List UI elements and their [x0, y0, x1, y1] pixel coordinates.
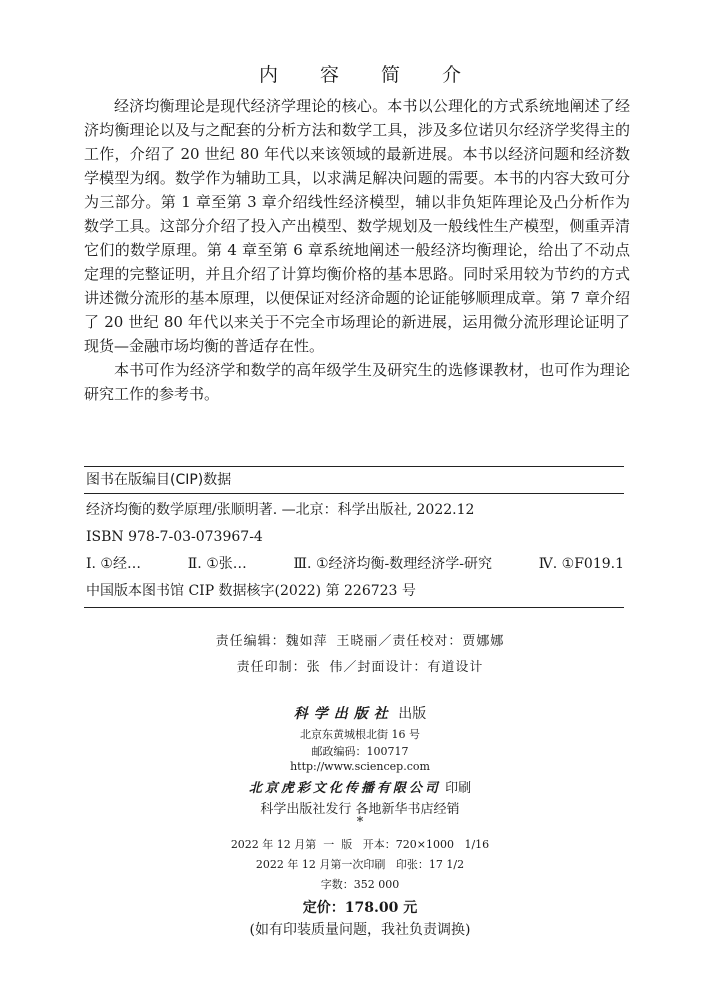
- cip-heading: 图书在版编目(CIP)数据: [86, 472, 232, 488]
- edition-info: 2022 年 12 月第 一 版 开本：720×1000 1/16: [230, 838, 490, 851]
- printer-line: [0, 777, 720, 796]
- separator-star: *: [356, 815, 364, 830]
- distribution: 科学出版社发行 各地新华书店经销: [260, 802, 460, 817]
- publisher-address: 北京东黄城根北街 16 号: [300, 728, 420, 741]
- cip-isbn: ISBN 978-7-03-073967-4: [86, 529, 263, 545]
- abstract-paragraph: 本书可作为经济学和数学的高年级学生及研究生的选修课教材，也可作为理论研究工作的参考书。: [84, 361, 630, 403]
- notice: (如有印装质量问题，我社负责调换): [249, 922, 471, 938]
- price: 定价：178.00 元: [302, 900, 418, 916]
- cip-class-item: Ⅲ. ①经济均衡-数理经济学-研究: [293, 556, 492, 572]
- cip-record: 中国版本图书馆 CIP 数据核字(2022) 第 226723 号: [86, 583, 416, 599]
- printer-name: 北京虎彩文化传播有限公司: [248, 781, 441, 796]
- cip-class-item: Ⅰ. ①经…: [86, 556, 141, 572]
- publisher-name: 科学出版社: [293, 706, 394, 722]
- publisher-postcode: 邮政编码：100717: [311, 745, 409, 758]
- staff-line-2: 责任印制：张 伟／封面设计：有道设计: [236, 660, 484, 675]
- page-title: 内 容 简 介: [258, 64, 480, 86]
- publisher-line: [0, 703, 720, 723]
- cip-class-item: Ⅳ. ①F019.1: [538, 556, 624, 572]
- publisher-website: http://www.sciencep.com: [290, 760, 430, 773]
- abstract-paragraph: 经济均衡理论是现代经济学理论的核心。本书以公理化的方式系统地阐述了经济均衡理论以及与之配套的分析方法和数学工具，涉及多位诺贝尔经济学奖得主的工作，介绍了 20 世纪 80 年代以来该领域的最新进展。本书以经济问题和经济数学模型为纲。数学作为辅助工具，以求满足解决问题的需要。本书的内容大致可分为三部分。第 1 章至第 3 章介绍线性经济模型，辅以非负矩阵理论及凸分析作为数学工具。这部分介绍了投入产出模型、数学规划及一般线性生产模型，侧重弄清它们的数学原理。第 4 章至第 6 章系统地阐述一般经济均衡理论，给出了不动点定理的完整证明，并且介绍了计算均衡价格的基本思路。同时采用较为节约的方式讲述微分流形的基本原理，以便保证对经济命题的论证能够顺理成章。第 7 章介绍了 20 世纪 80 年代以来关于不完全市场理论的新进展，运用微分流形理论证明了现货—金融市场均衡的普适存在性。: [84, 97, 630, 355]
- printer-suffix: 印刷: [445, 781, 472, 796]
- cip-bottom-rule: [84, 607, 624, 608]
- cip-classification: [84, 551, 624, 578]
- cip-block: [84, 466, 624, 608]
- cip-class-item: Ⅱ. ①张…: [187, 556, 247, 572]
- printing-info: 2022 年 12 月第一次印刷 印张：17 1/2: [255, 858, 465, 871]
- cip-citation: 经济均衡的数学原理/张顺明著. —北京：科学出版社, 2022.12: [86, 502, 475, 518]
- word-count: 字数：352 000: [320, 878, 400, 891]
- publisher-suffix: 出版: [398, 706, 427, 722]
- staff-line-1: 责任编辑：魏如萍 王晓丽／责任校对：贾娜娜: [215, 634, 505, 649]
- abstract: [84, 94, 630, 406]
